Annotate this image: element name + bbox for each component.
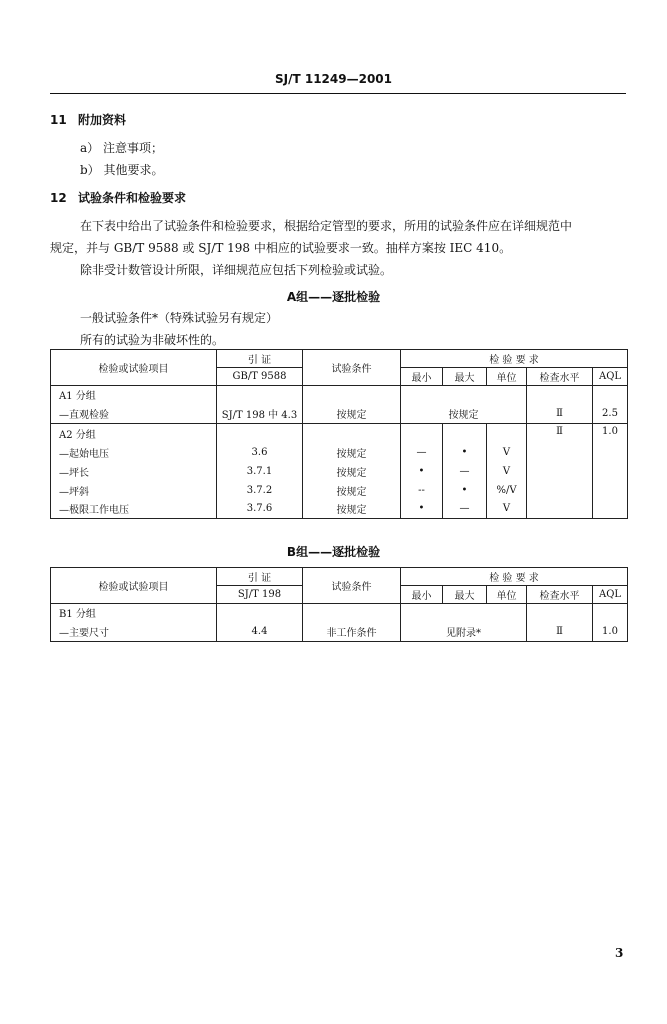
header-ref-standard: SJ/T 198 <box>217 586 303 604</box>
table-row-max: • <box>443 443 487 462</box>
table-row-unit: V <box>487 500 527 519</box>
table-row-requirement: 按规定 <box>401 404 527 424</box>
running-header: SJ/T 11249—2001 <box>275 72 392 86</box>
header-max: 最大 <box>443 368 487 386</box>
table-row-min: • <box>401 500 443 519</box>
group-a-note: 一般试验条件*（特殊试验另有规定） <box>80 311 279 325</box>
section-title: 试验条件和检验要求 <box>78 191 187 205</box>
header-min: 最小 <box>401 586 443 604</box>
list-item-b: b） 其他要求。 <box>80 163 164 177</box>
table-row-ref: 4.4 <box>217 622 303 642</box>
page-number: 3 <box>615 946 624 960</box>
table-row-max: — <box>443 500 487 519</box>
table-row-item: —起始电压 <box>51 443 217 462</box>
header-level: 检查水平 <box>527 586 593 604</box>
table-row-max: • <box>443 481 487 500</box>
table-row-aql: 1.0 <box>593 622 628 642</box>
table-row-condition: 按规定 <box>303 443 401 462</box>
subgroup-label: A2 分组 <box>51 424 217 443</box>
table-row-ref: 3.7.6 <box>217 500 303 519</box>
section-12-heading <box>50 189 186 206</box>
table-row-item: —坪斜 <box>51 481 217 500</box>
section-title: 附加资料 <box>78 113 127 127</box>
header-ref: 引 证 <box>217 350 303 368</box>
table-row-condition: 按规定 <box>303 500 401 519</box>
table-row-min: — <box>401 443 443 462</box>
group-a-title: A组——逐批检验 <box>286 290 381 304</box>
group-b-table <box>50 567 628 642</box>
table-row-requirement: 见附录* <box>401 622 527 642</box>
header-item: 检验或试验项目 <box>51 350 217 386</box>
table-row-condition: 按规定 <box>303 404 401 424</box>
table-row-unit: V <box>487 462 527 481</box>
table-row-ref: 3.6 <box>217 443 303 462</box>
paragraph: 除非受计数管设计所限，详细规范应包括下列检验或试验。 <box>80 263 393 277</box>
group-a-table <box>50 349 628 519</box>
header-requirements: 检 验 要 求 <box>401 350 628 368</box>
header-ref-standard: GB/T 9588 <box>217 368 303 386</box>
table-row-level: Ⅱ <box>527 424 593 519</box>
header-level: 检查水平 <box>527 368 593 386</box>
table-row-condition: 按规定 <box>303 462 401 481</box>
paragraph-line: 规定，并与 GB/T 9588 或 SJ/T 198 中相应的试验要求一致。抽样方案按 IEC 410。 <box>50 241 512 255</box>
section-11-heading <box>50 111 126 128</box>
header-aql: AQL <box>593 586 628 604</box>
table-row-unit: %/V <box>487 481 527 500</box>
header-unit: 单位 <box>487 368 527 386</box>
table-row-condition: 按规定 <box>303 481 401 500</box>
table-row-item: —主要尺寸 <box>51 622 217 642</box>
table-row-ref: SJ/T 198 中 4.3 <box>217 404 303 424</box>
table-row-aql: 2.5 <box>593 404 628 424</box>
list-item-a: a） 注意事项； <box>80 141 163 155</box>
table-row-min: -- <box>401 481 443 500</box>
subgroup-label: A1 分组 <box>51 386 217 404</box>
table-row-item: —直观检验 <box>51 404 217 424</box>
header-min: 最小 <box>401 368 443 386</box>
table-row-level: Ⅱ <box>527 404 593 424</box>
header-unit: 单位 <box>487 586 527 604</box>
header-max: 最大 <box>443 586 487 604</box>
table-row-item: —坪长 <box>51 462 217 481</box>
section-number: 12 <box>50 191 67 205</box>
header-condition: 试验条件 <box>303 350 401 386</box>
group-b-title: B组——逐批检验 <box>286 545 381 559</box>
header-ref: 引 证 <box>217 568 303 586</box>
header-rule <box>50 93 626 94</box>
subgroup-label: B1 分组 <box>51 604 217 622</box>
header-aql: AQL <box>593 368 628 386</box>
paragraph-line: 在下表中给出了试验条件和检验要求，根据给定管型的要求，所用的试验条件应在详细规范中 <box>80 219 573 233</box>
group-a-note: 所有的试验为非破坏性的。 <box>80 333 225 347</box>
table-row-aql: 1.0 <box>593 424 628 519</box>
table-row-ref: 3.7.1 <box>217 462 303 481</box>
table-row-min: • <box>401 462 443 481</box>
table-row-max: — <box>443 462 487 481</box>
table-row-unit: V <box>487 443 527 462</box>
section-number: 11 <box>50 113 67 127</box>
table-row-ref: 3.7.2 <box>217 481 303 500</box>
header-condition: 试验条件 <box>303 568 401 604</box>
header-item: 检验或试验项目 <box>51 568 217 604</box>
table-row-level: Ⅱ <box>527 622 593 642</box>
header-requirements: 检 验 要 求 <box>401 568 628 586</box>
table-row-condition: 非工作条件 <box>303 622 401 642</box>
table-row-item: —极限工作电压 <box>51 500 217 519</box>
